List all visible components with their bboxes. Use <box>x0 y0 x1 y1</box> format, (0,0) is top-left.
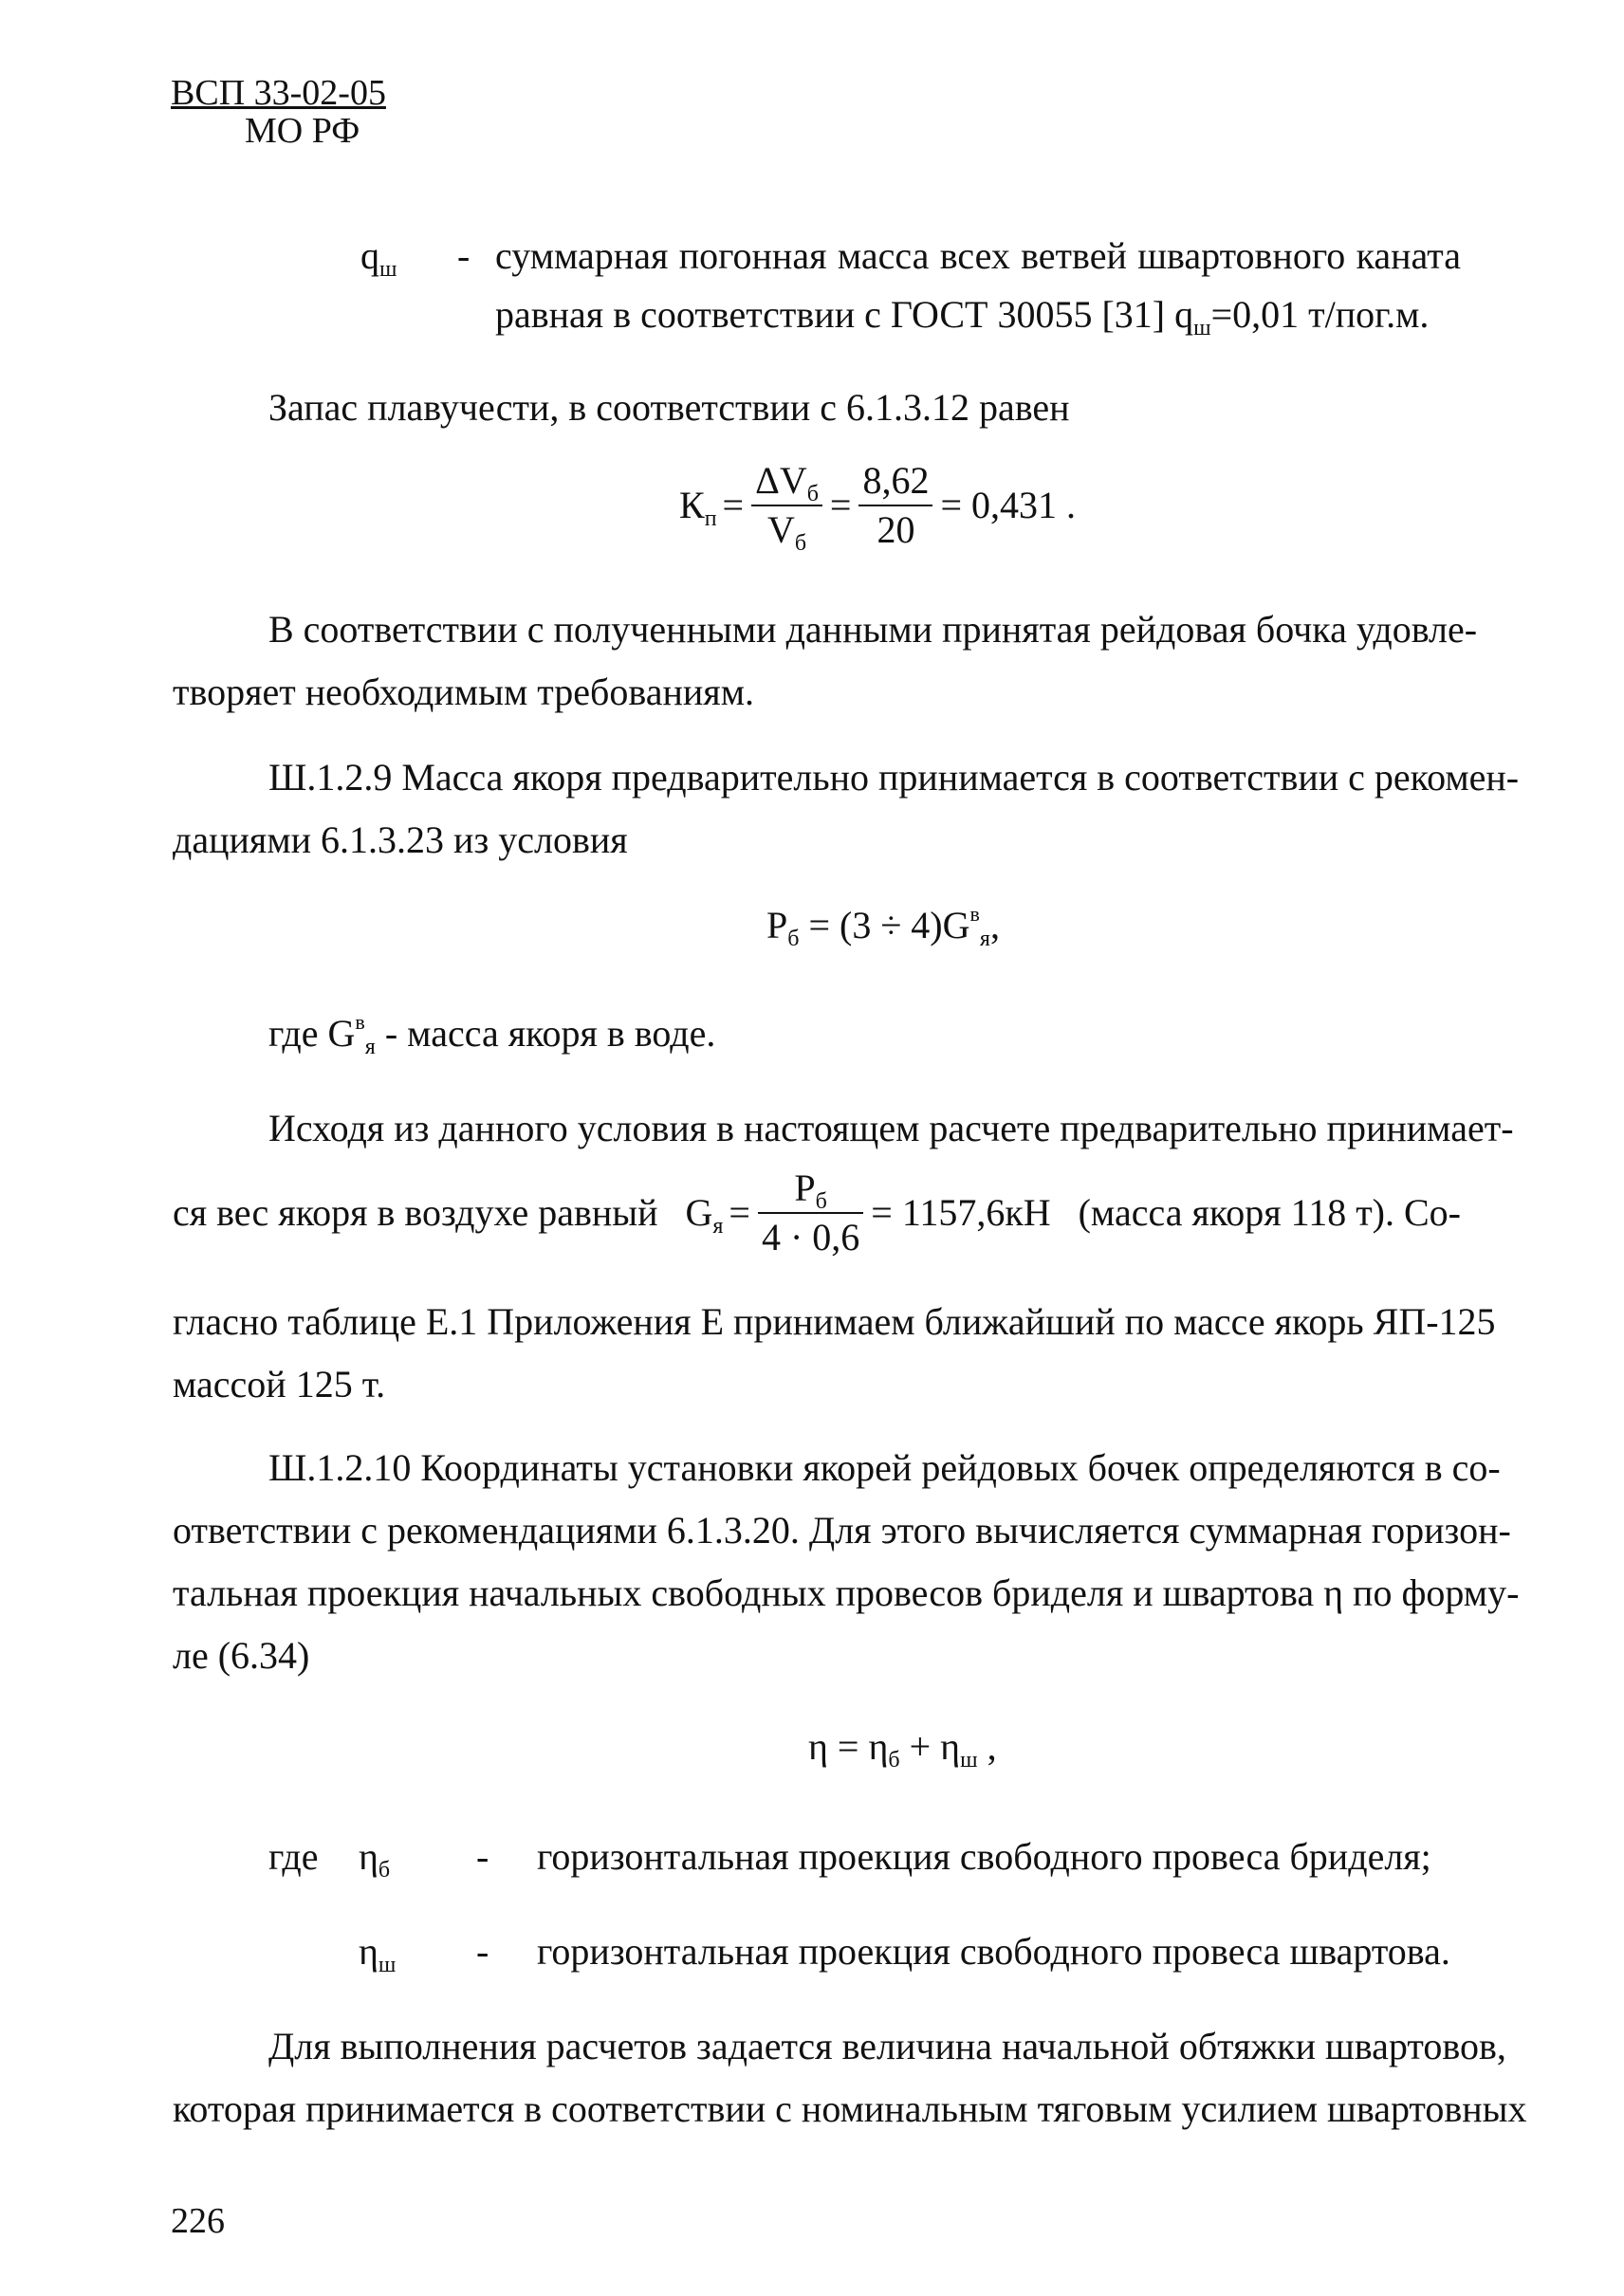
page-number: 226 <box>171 2201 225 2241</box>
where-g-definition: где $G^в_я$ - масса якоря в воде. <box>268 1010 716 1059</box>
formula-kp-eq1: = <box>722 484 745 526</box>
formula-buoyancy-reserve <box>679 459 1077 556</box>
formula-kp-fraction1: $\frac{\Delta V_б}{V_б}$ <box>751 461 822 550</box>
section-1210-line4: ле (6.34) <box>173 1634 310 1677</box>
formula-kp-eq2: = <box>829 484 852 526</box>
conclusion-line1: В соответствии с полученными данными принятая рейдовая бочка удовле- <box>268 608 1478 651</box>
formula-eta: $\eta = \eta_б + \eta_ш$ , <box>808 1725 997 1773</box>
qsh-dash: - <box>457 234 471 277</box>
formula-kp-fraction2: $\frac{8,62}{20}$ <box>858 461 932 550</box>
qsh-definition-line2: равная в соответствии с ГОСТ 30055 [31] $q_ш=0,01$ т/пог.м. <box>495 293 1430 340</box>
anchor-calc-line3: гласно таблице Е.1 Приложения Е принимаем ближайший по массе якорь ЯП-125 <box>173 1300 1496 1343</box>
eta-b-definition: горизонтальная проекция свободного провеса бриделя; <box>537 1835 1431 1878</box>
eta-sh-dash: - <box>476 1930 489 1973</box>
qsh-symbol: $q_ш$ <box>360 234 397 282</box>
section-1210-line1: Ш.1.2.10 Координаты установки якорей рейдовых бочек определяются в со- <box>268 1446 1501 1489</box>
eta-b-symbol: $\eta_б$ <box>359 1835 391 1883</box>
formula-kp-lhs: $К_п$ <box>679 484 717 531</box>
formula-anchor-weight: $G_я$ = $\frac{Р_б}{4 \cdot 0,6}$ = 1157,6кН <box>685 1166 1051 1258</box>
section-1210-line3: тальная проекция начальных свободных провесов бриделя и швартова η по форму- <box>173 1571 1520 1614</box>
formula-pb: $Р_б = (3 \div 4)G^в_я$, <box>766 902 1000 951</box>
anchor-calc-line4: массой 125 т. <box>173 1363 386 1405</box>
conclusion-line2: творяет необходимым требованиям. <box>173 670 755 713</box>
section-1210-line2: ответствии с рекомендациями 6.1.3.20. Для этого вычисляется суммарная горизон- <box>173 1509 1511 1552</box>
formula-anchor-fraction: $\frac{Р_б}{4 \cdot 0,6}$ <box>758 1168 863 1258</box>
final-paragraph-line2: которая принимается в соответствии с номинальным тяговым усилием швартовных <box>173 2087 1527 2130</box>
anchor-calc-line2: ся вес якоря в воздухе равный $G_я$ = $\frac{Р_б}{4 \cdot 0,6}$ = 1157,6кН (масса якоря 118 т). Со- <box>173 1166 1461 1258</box>
section-129-line2: дациями 6.1.3.23 из условия <box>173 818 628 861</box>
eta-sh-definition: горизонтальная проекция свободного провеса швартова. <box>537 1930 1450 1973</box>
eta-sh-symbol: $\eta_ш$ <box>359 1930 397 1977</box>
document-organization: МО РФ <box>245 111 360 151</box>
qsh-definition-line1: суммарная погонная масса всех ветвей швартовного каната <box>495 234 1461 277</box>
final-paragraph-line1: Для выполнения расчетов задается величина начальной обтяжки швартовов, <box>268 2025 1506 2067</box>
anchor-calc-line1: Исходя из данного условия в настоящем расчете предварительно принимает- <box>268 1107 1514 1149</box>
eta-b-dash: - <box>476 1835 489 1878</box>
document-code: ВСП 33-02-05 <box>171 73 386 113</box>
buoyancy-intro: Запас плавучести, в соответствии с 6.1.3.12 равен <box>268 386 1070 429</box>
where-eta-label: где <box>268 1835 319 1878</box>
formula-kp-result: = 0,431 . <box>940 484 1077 526</box>
section-129-line1: Ш.1.2.9 Масса якоря предварительно принимается в соответствии с рекомен- <box>268 756 1520 799</box>
